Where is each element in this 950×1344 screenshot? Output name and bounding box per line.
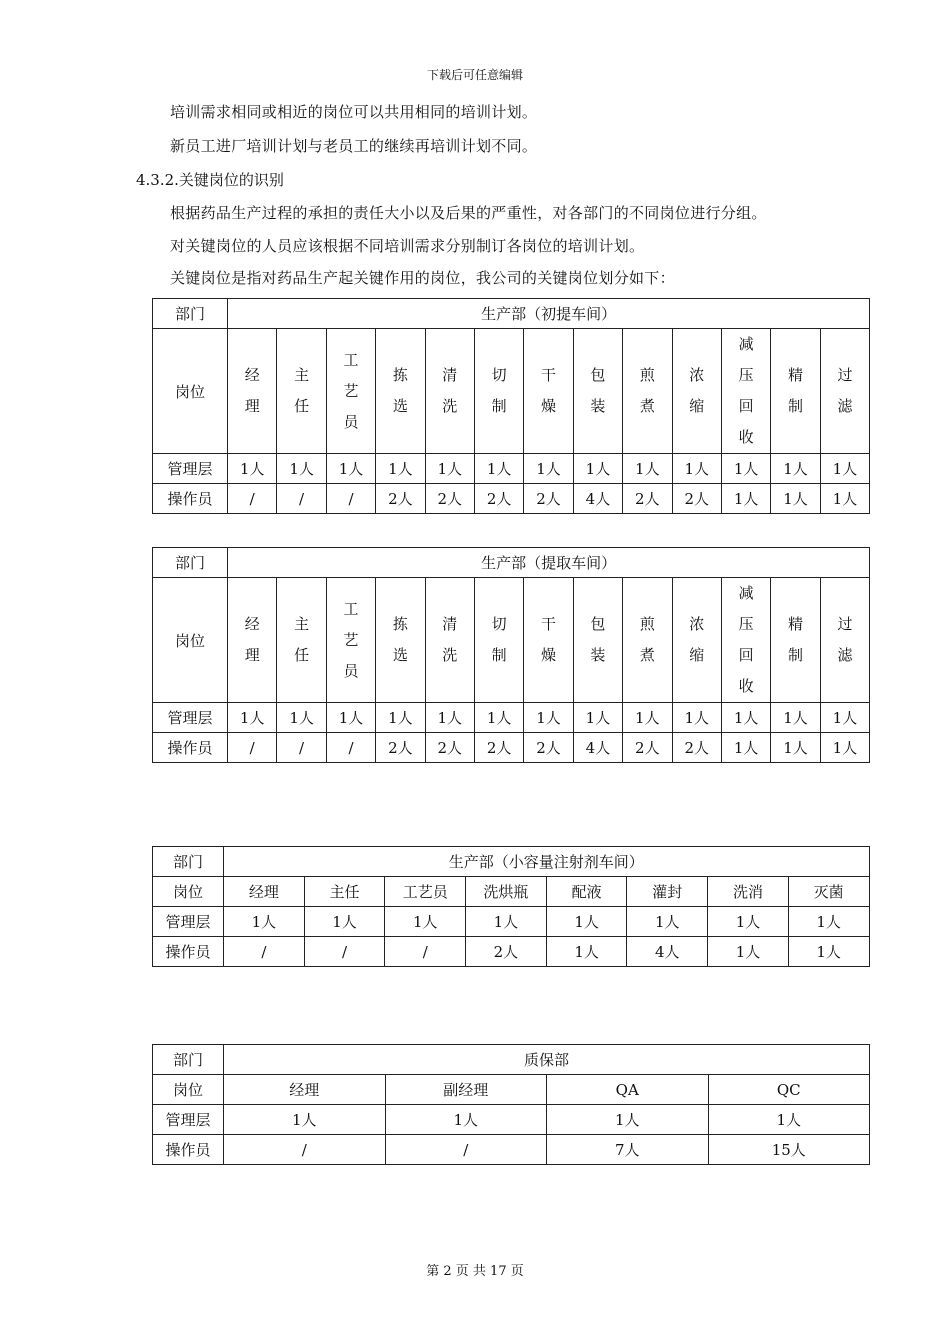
oper-cell: / xyxy=(326,484,375,514)
oper-cell: 1人 xyxy=(708,937,789,967)
mgmt-cell: 1人 xyxy=(547,1105,709,1135)
mgmt-cell: 1人 xyxy=(546,907,627,937)
oper-cell: 15人 xyxy=(708,1135,870,1165)
paragraph-4: 对关键岗位的人员应该根据不同培训需求分别制订各岗位的培训计划。 xyxy=(170,237,645,255)
operator-label: 操作员 xyxy=(153,733,228,763)
dept-name: 生产部（初提车间） xyxy=(228,299,870,329)
dept-label: 部门 xyxy=(153,847,224,877)
oper-cell: 1人 xyxy=(820,733,870,763)
position-cell: 干燥 xyxy=(524,578,573,703)
mgmt-cell: 1人 xyxy=(788,907,869,937)
mgmt-cell: 1人 xyxy=(376,454,425,484)
oper-cell: 2人 xyxy=(623,484,672,514)
oper-cell: 7人 xyxy=(547,1135,709,1165)
mgmt-cell: 1人 xyxy=(376,703,425,733)
table-production-initial-extraction xyxy=(152,298,870,514)
oper-cell: 2人 xyxy=(474,484,523,514)
position-cell: 浓缩 xyxy=(672,329,721,454)
section-heading: 4.3.2.关键岗位的识别 xyxy=(136,171,284,189)
oper-cell: / xyxy=(385,1135,547,1165)
operator-row xyxy=(153,733,870,763)
position-cell: 切制 xyxy=(474,578,523,703)
dept-name: 质保部 xyxy=(224,1045,870,1075)
position-cell: 精制 xyxy=(771,329,820,454)
oper-cell: / xyxy=(304,937,385,967)
mgmt-cell: 1人 xyxy=(425,454,474,484)
position-cell: 减压回收 xyxy=(721,329,770,454)
oper-cell: / xyxy=(228,484,277,514)
mgmt-cell: 1人 xyxy=(425,703,474,733)
paragraph-1: 培训需求相同或相近的岗位可以共用相同的培训计划。 xyxy=(170,103,538,121)
oper-cell: 1人 xyxy=(820,484,870,514)
position-cell: 洗烘瓶 xyxy=(466,877,547,907)
position-cell: 洗消 xyxy=(708,877,789,907)
mgmt-cell: 1人 xyxy=(224,907,305,937)
oper-cell: 1人 xyxy=(546,937,627,967)
position-cell: 工艺员 xyxy=(385,877,466,907)
management-label: 管理层 xyxy=(153,1105,224,1135)
dept-label: 部门 xyxy=(153,299,228,329)
mgmt-cell: 1人 xyxy=(820,454,870,484)
oper-cell: 1人 xyxy=(721,484,770,514)
oper-cell: 2人 xyxy=(623,733,672,763)
position-cell: 煎煮 xyxy=(623,578,672,703)
operator-row xyxy=(153,484,870,514)
oper-cell: 2人 xyxy=(524,733,573,763)
positions-row xyxy=(153,578,870,703)
position-cell: QA xyxy=(547,1075,709,1105)
management-row xyxy=(153,703,870,733)
mgmt-cell: 1人 xyxy=(304,907,385,937)
dept-name: 生产部（提取车间） xyxy=(228,548,870,578)
oper-cell: 4人 xyxy=(573,733,622,763)
position-cell: 经理 xyxy=(224,1075,386,1105)
mgmt-cell: 1人 xyxy=(228,703,277,733)
position-cell: 切制 xyxy=(474,329,523,454)
mgmt-cell: 1人 xyxy=(573,703,622,733)
mgmt-cell: 1人 xyxy=(771,703,820,733)
position-cell: 主任 xyxy=(277,578,326,703)
position-cell: 灌封 xyxy=(627,877,708,907)
management-row xyxy=(153,1105,870,1135)
oper-cell: 2人 xyxy=(376,484,425,514)
operator-row xyxy=(153,937,870,967)
position-cell: 拣选 xyxy=(376,329,425,454)
position-cell: 配液 xyxy=(546,877,627,907)
mgmt-cell: 1人 xyxy=(385,1105,547,1135)
mgmt-cell: 1人 xyxy=(524,454,573,484)
management-label: 管理层 xyxy=(153,907,224,937)
position-label: 岗位 xyxy=(153,1075,224,1105)
page-footer: 第 2 页 共 17 页 xyxy=(426,1264,524,1279)
operator-row xyxy=(153,1135,870,1165)
mgmt-cell: 1人 xyxy=(385,907,466,937)
position-cell: 工艺员 xyxy=(326,578,375,703)
oper-cell: / xyxy=(326,733,375,763)
table-production-extraction xyxy=(152,547,870,763)
position-cell: 精制 xyxy=(771,578,820,703)
positions-row xyxy=(153,877,870,907)
mgmt-cell: 1人 xyxy=(277,703,326,733)
position-cell: 副经理 xyxy=(385,1075,547,1105)
mgmt-cell: 1人 xyxy=(708,1105,870,1135)
position-cell: 清洗 xyxy=(425,578,474,703)
oper-cell: / xyxy=(385,937,466,967)
mgmt-cell: 1人 xyxy=(524,703,573,733)
mgmt-cell: 1人 xyxy=(771,454,820,484)
mgmt-cell: 1人 xyxy=(228,454,277,484)
oper-cell: 2人 xyxy=(672,484,721,514)
oper-cell: 2人 xyxy=(672,733,721,763)
mgmt-cell: 1人 xyxy=(466,907,547,937)
operator-label: 操作员 xyxy=(153,1135,224,1165)
operator-label: 操作员 xyxy=(153,484,228,514)
mgmt-cell: 1人 xyxy=(708,907,789,937)
position-cell: 清洗 xyxy=(425,329,474,454)
position-cell: 灭菌 xyxy=(788,877,869,907)
oper-cell: / xyxy=(224,937,305,967)
position-cell: 经理 xyxy=(224,877,305,907)
oper-cell: / xyxy=(224,1135,386,1165)
position-cell: 工艺员 xyxy=(326,329,375,454)
oper-cell: 1人 xyxy=(771,484,820,514)
oper-cell: 2人 xyxy=(425,733,474,763)
positions-row xyxy=(153,329,870,454)
dept-name: 生产部（小容量注射剂车间） xyxy=(224,847,870,877)
management-label: 管理层 xyxy=(153,703,228,733)
page-header: 下载后可任意编辑 xyxy=(426,68,523,82)
position-label: 岗位 xyxy=(153,877,224,907)
table-quality-assurance xyxy=(152,1044,870,1165)
paragraph-3: 根据药品生产过程的承担的责任大小以及后果的严重性，对各部门的不同岗位进行分组。 xyxy=(170,204,767,222)
oper-cell: 4人 xyxy=(627,937,708,967)
position-cell: 过滤 xyxy=(820,329,870,454)
oper-cell: 2人 xyxy=(524,484,573,514)
position-label: 岗位 xyxy=(153,329,228,454)
dept-label: 部门 xyxy=(153,1045,224,1075)
oper-cell: 2人 xyxy=(474,733,523,763)
position-cell: 浓缩 xyxy=(672,578,721,703)
mgmt-cell: 1人 xyxy=(277,454,326,484)
mgmt-cell: 1人 xyxy=(672,703,721,733)
oper-cell: / xyxy=(277,733,326,763)
mgmt-cell: 1人 xyxy=(627,907,708,937)
mgmt-cell: 1人 xyxy=(224,1105,386,1135)
position-cell: 拣选 xyxy=(376,578,425,703)
mgmt-cell: 1人 xyxy=(721,703,770,733)
oper-cell: 1人 xyxy=(721,733,770,763)
oper-cell: 1人 xyxy=(788,937,869,967)
paragraph-5: 关键岗位是指对药品生产起关键作用的岗位，我公司的关键岗位划分如下： xyxy=(170,269,675,287)
position-cell: 主任 xyxy=(304,877,385,907)
mgmt-cell: 1人 xyxy=(326,454,375,484)
mgmt-cell: 1人 xyxy=(474,703,523,733)
position-cell: 经理 xyxy=(228,578,277,703)
table-production-injection xyxy=(152,846,870,967)
management-label: 管理层 xyxy=(153,454,228,484)
oper-cell: / xyxy=(228,733,277,763)
oper-cell: 2人 xyxy=(425,484,474,514)
operator-label: 操作员 xyxy=(153,937,224,967)
oper-cell: 2人 xyxy=(466,937,547,967)
mgmt-cell: 1人 xyxy=(721,454,770,484)
oper-cell: 2人 xyxy=(376,733,425,763)
mgmt-cell: 1人 xyxy=(672,454,721,484)
position-cell: 经理 xyxy=(228,329,277,454)
position-cell: 主任 xyxy=(277,329,326,454)
oper-cell: 1人 xyxy=(771,733,820,763)
management-row xyxy=(153,907,870,937)
position-cell: 干燥 xyxy=(524,329,573,454)
mgmt-cell: 1人 xyxy=(474,454,523,484)
mgmt-cell: 1人 xyxy=(573,454,622,484)
position-cell: QC xyxy=(708,1075,870,1105)
position-cell: 煎煮 xyxy=(623,329,672,454)
position-cell: 减压回收 xyxy=(721,578,770,703)
oper-cell: / xyxy=(277,484,326,514)
mgmt-cell: 1人 xyxy=(820,703,870,733)
position-cell: 过滤 xyxy=(820,578,870,703)
mgmt-cell: 1人 xyxy=(326,703,375,733)
position-cell: 包装 xyxy=(573,329,622,454)
oper-cell: 4人 xyxy=(573,484,622,514)
dept-label: 部门 xyxy=(153,548,228,578)
position-label: 岗位 xyxy=(153,578,228,703)
management-row xyxy=(153,454,870,484)
mgmt-cell: 1人 xyxy=(623,454,672,484)
paragraph-2: 新员工进厂培训计划与老员工的继续再培训计划不同。 xyxy=(170,137,538,155)
positions-row xyxy=(153,1075,870,1105)
mgmt-cell: 1人 xyxy=(623,703,672,733)
position-cell: 包装 xyxy=(573,578,622,703)
